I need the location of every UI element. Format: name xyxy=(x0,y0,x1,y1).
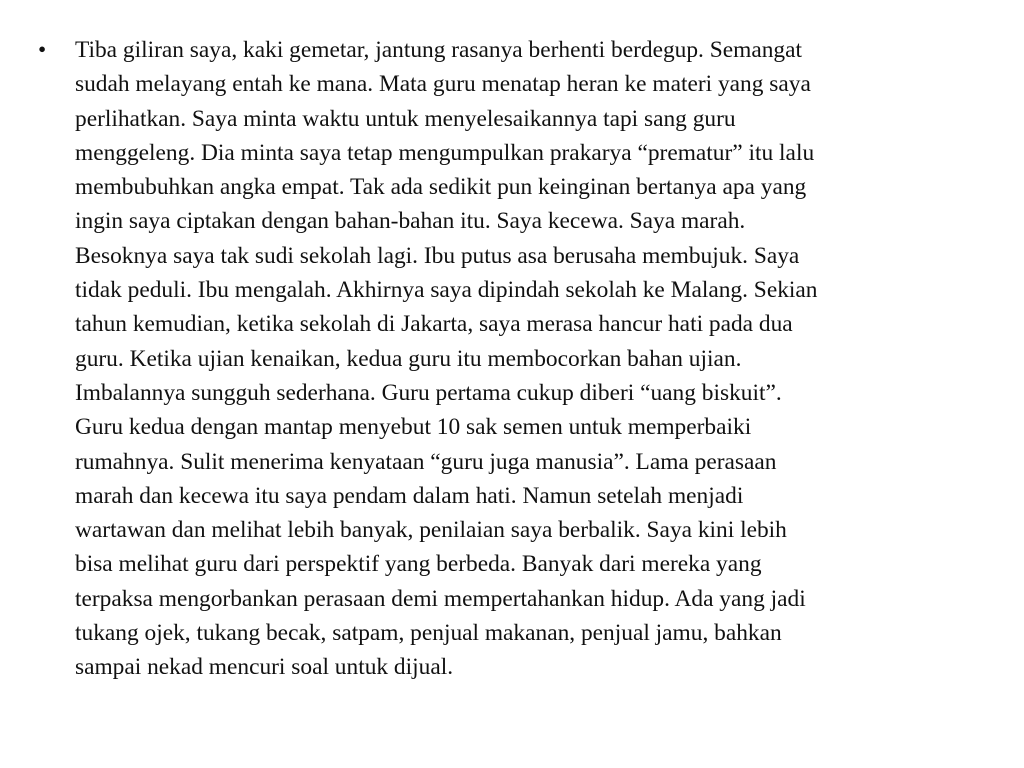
text-line: Guru kedua dengan mantap menyebut 10 sak semen untuk memperbaiki xyxy=(75,414,752,441)
text-line: sampai nekad mencuri soal untuk dijual. xyxy=(75,654,454,681)
text-line: membubuhkan angka empat. Tak ada sedikit pun keinginan bertanya apa yang xyxy=(75,174,807,201)
text-line: perlihatkan. Saya minta waktu untuk menyelesaikannya tapi sang guru xyxy=(75,105,736,132)
text-line: sudah melayang entah ke mana. Mata guru menatap heran ke materi yang saya xyxy=(75,71,811,98)
text-line: Besoknya saya tak sudi sekolah lagi. Ibu putus asa berusaha membujuk. Saya xyxy=(75,242,800,269)
text-line: Tiba giliran saya, kaki gemetar, jantung rasanya berhenti berdegup. Semangat xyxy=(75,37,802,63)
text-line: bisa melihat guru dari perspektif yang berbeda. Banyak dari mereka yang xyxy=(75,551,762,578)
text-line: ingin saya ciptakan dengan bahan-bahan itu. Saya kecewa. Saya marah. xyxy=(75,208,746,235)
text-line: menggeleng. Dia minta saya tetap mengumpulkan prakarya “prematur” itu lalu xyxy=(75,139,815,166)
text-line: tahun kemudian, ketika sekolah di Jakarta, saya merasa hancur hati pada dua xyxy=(75,311,793,338)
bullet-list xyxy=(38,33,978,685)
text-line: Imbalannya sungguh sederhana. Guru pertama cukup diberi “uang biskuit”. xyxy=(75,379,782,406)
text-line: terpaksa mengorbankan perasaan demi mempertahankan hidup. Ada yang jadi xyxy=(75,585,806,612)
bullet-text xyxy=(75,33,978,685)
text-line: tidak peduli. Ibu mengalah. Akhirnya saya dipindah sekolah ke Malang. Sekian xyxy=(75,277,818,304)
text-line: marah dan kecewa itu saya pendam dalam hati. Namun setelah menjadi xyxy=(75,482,744,509)
bullet-marker: • xyxy=(38,37,47,63)
text-line: tukang ojek, tukang becak, satpam, penjual makanan, penjual jamu, bahkan xyxy=(75,620,782,647)
text-line: guru. Ketika ujian kenaikan, kedua guru itu membocorkan bahan ujian. xyxy=(75,345,742,372)
bullet-item xyxy=(38,33,978,685)
text-line: wartawan dan melihat lebih banyak, penilaian saya berbalik. Saya kini lebih xyxy=(75,517,787,544)
text-line: rumahnya. Sulit menerima kenyataan “guru juga manusia”. Lama perasaan xyxy=(75,448,777,475)
